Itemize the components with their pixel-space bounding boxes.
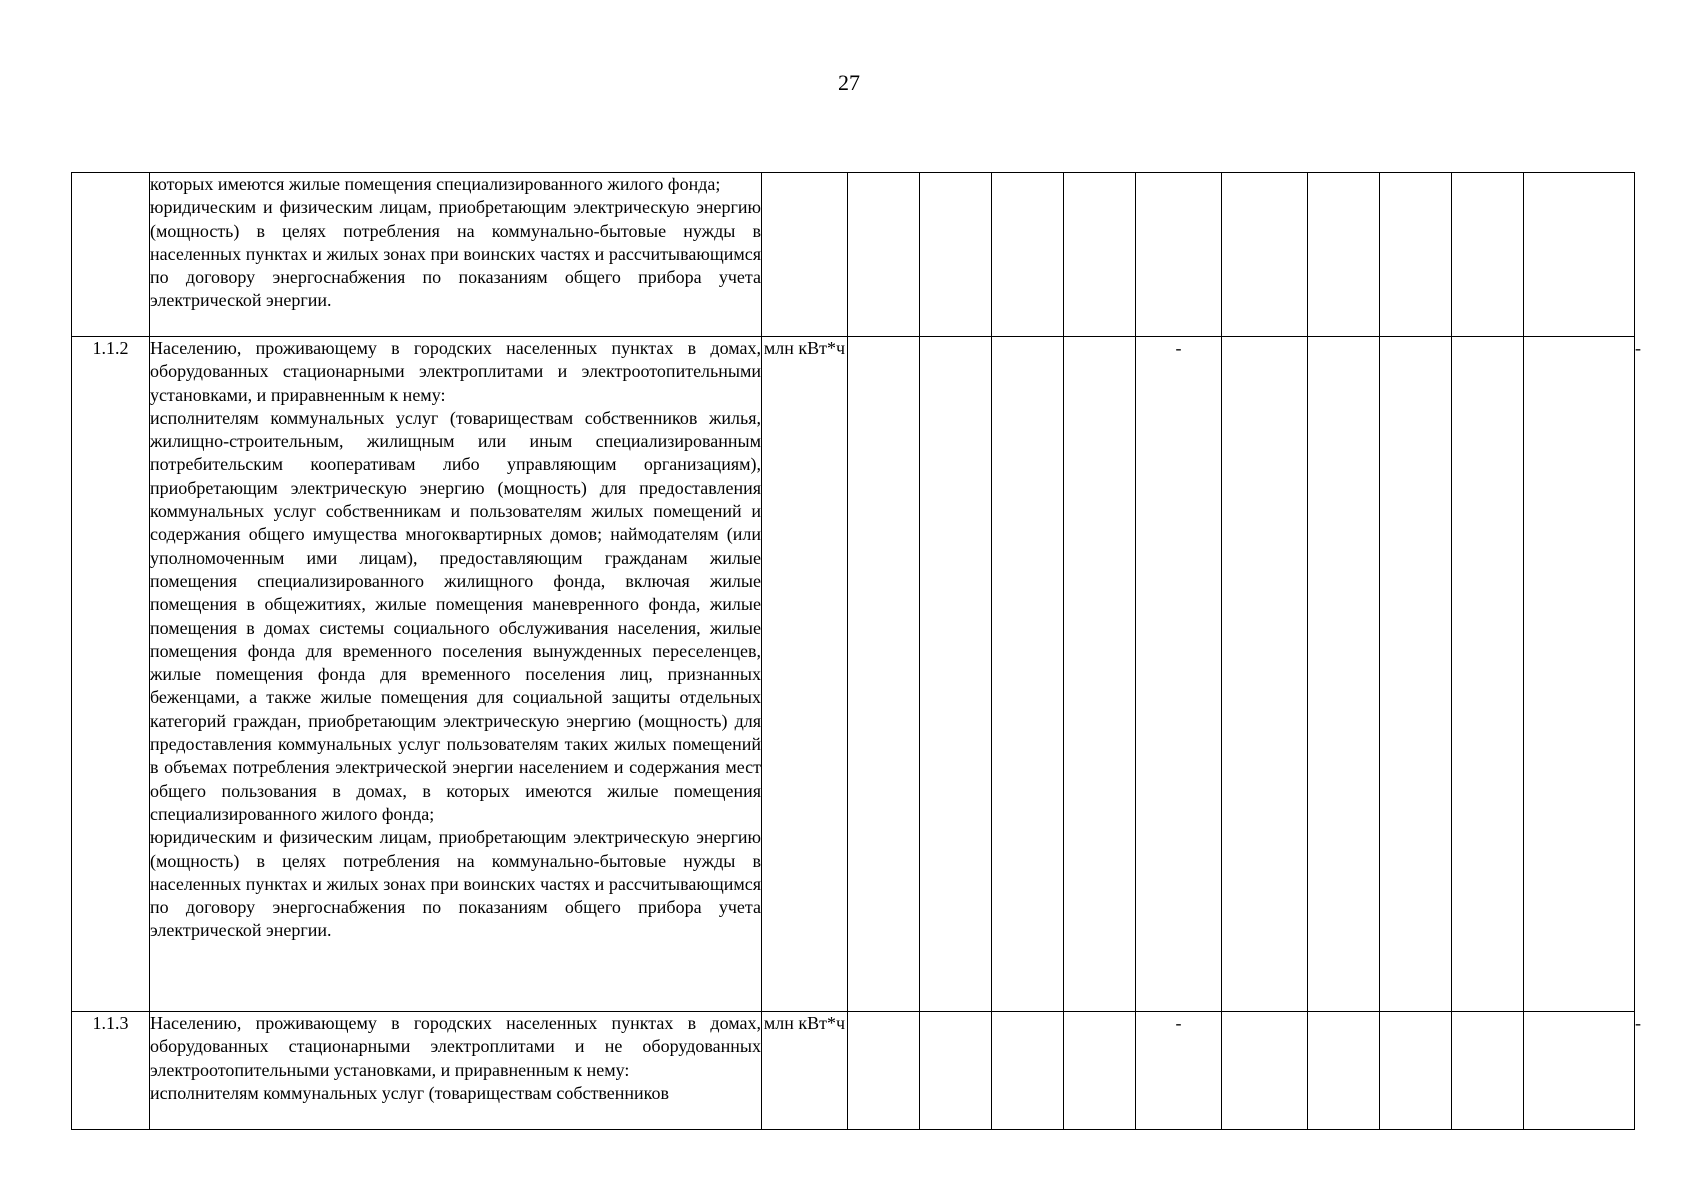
value-cell <box>1380 173 1452 337</box>
value-cell <box>848 1012 920 1130</box>
value-cell <box>1308 173 1380 337</box>
value-cell <box>1136 173 1222 337</box>
value-cell: - <box>1136 1012 1222 1130</box>
value-cell <box>848 337 920 1012</box>
value-cell <box>1222 337 1308 1012</box>
row-number <box>72 173 150 337</box>
tariff-table <box>71 172 1641 1130</box>
value-cell <box>1222 1012 1308 1130</box>
table-row: 1.1.3 Населению, проживающему в городских населенных пунктах в домах, оборудованных стационарными электроплитами и не оборудованных электроотопительными установками, и приравненным к нему: исполнителям коммунальных услуг (товариществам собственников млн кВт*ч - - <box>72 1012 1635 1130</box>
row-description <box>150 337 762 1012</box>
row-unit <box>762 173 848 337</box>
value-cell <box>1380 337 1452 1012</box>
description-paragraph: юридическим и физическим лицам, приобретающим электрическую энергию (мощность) в целях потребления на коммунально-бытовые нужды в населенных пунктах и жилых зонах при воинских частях и рассчитывающимся по договору энергоснабжения по показаниям общего прибора учета электрической энергии. <box>150 827 761 941</box>
table-row: 1.1.2 Населению, проживающему в городских населенных пунктах в домах, оборудованных стационарными электроплитами и электроотопительными установками, и приравненным к нему: исполнителям коммунальных услуг (товариществам собственников жилья, жилищно-строительным, жилищным или иным специализированным потребительским кооперативам либо управляющим организациям), приобретающим электрическую энергию (мощность) для предоставления коммунальных услуг собственникам и пользователям жилых помещений и содержания общего имущества многоквартирных домов; наймодателям (или уполномоченным ими лицам), предоставляющим гражданам жилые помещения специализированного жилищного фонда, включая жилые помещения в общежитиях, жилые помещения маневренного фонда, жилые помещения в домах системы социального обслуживания населения, жилые помещения фонда для временного поселения вынужденных переселенцев, жилые помещения фонда для временного поселения лиц, признанных беженцами, а также жилые помещения для социальной защиты отдельных категорий граждан, приобретающим электрическую энергию (мощность) для предоставления коммунальных услуг пользователям таких жилых помещений в объемах потребления электрической энергии населением и содержания мест общего пользования в домах, в которых имеются жилые помещения специализированного жилого фонда; юридическим и физическим лицам, приобретающим электрическую энергию (мощность) в целях потребления на коммунально-бытовые нужды в населенных пунктах и жилых зонах при воинских частях и рассчитывающимся по договору энергоснабжения по показаниям общего прибора учета электрической энергии. млн кВт*ч - - <box>72 337 1635 1012</box>
value-cell <box>1222 173 1308 337</box>
value-cell <box>1308 1012 1380 1130</box>
row-unit: млн кВт*ч <box>762 337 848 1012</box>
description-paragraph: юридическим и физическим лицам, приобретающим электрическую энергию (мощность) в целях потребления на коммунально-бытовые нужды в населенных пунктах и жилых зонах при воинских частях и рассчитывающимся по договору энергоснабжения по показаниям общего прибора учета электрической энергии. <box>150 197 761 311</box>
description-paragraph: Населению, проживающему в городских населенных пунктах в домах, оборудованных стационарными электроплитами и электроотопительными установками, и приравненным к нему: <box>150 338 761 405</box>
value-cell <box>1064 337 1136 1012</box>
row-description <box>150 173 762 337</box>
description-paragraph: которых имеются жилые помещения специализированного жилого фонда; <box>150 174 721 194</box>
page-number: 27 <box>838 70 860 95</box>
value-cell <box>1452 337 1524 1012</box>
row-number: 1.1.2 <box>72 337 150 1012</box>
value-cell <box>920 337 992 1012</box>
value-cell <box>992 1012 1064 1130</box>
value-cell <box>992 337 1064 1012</box>
description-paragraph: Населению, проживающему в городских населенных пунктах в домах, оборудованных стационарными электроплитами и не оборудованных электроотопительными установками, и приравненным к нему: <box>150 1013 761 1080</box>
value-cell <box>1524 173 1635 337</box>
value-cell <box>1308 337 1380 1012</box>
row-description <box>150 1012 762 1130</box>
value-cell <box>920 173 992 337</box>
value-cell <box>1452 173 1524 337</box>
value-cell: - <box>1136 337 1222 1012</box>
value-cell <box>1452 1012 1524 1130</box>
value-cell <box>1064 1012 1136 1130</box>
value-cell <box>1380 1012 1452 1130</box>
value-cell <box>1064 173 1136 337</box>
row-unit: млн кВт*ч <box>762 1012 848 1130</box>
value-cell <box>1524 1012 1635 1130</box>
description-paragraph: исполнителям коммунальных услуг (товариществам собственников жилья, жилищно-строительным, жилищным или иным специализированным потребительским кооперативам либо управляющим организациям), приобретающим электрическую энергию (мощность) для предоставления коммунальных услуг собственникам и пользователям жилых помещений и содержания общего имущества многоквартирных домов; наймодателям (или уполномоченным ими лицам), предоставляющим гражданам жилые помещения специализированного жилищного фонда, включая жилые помещения в общежитиях, жилые помещения маневренного фонда, жилые помещения в домах системы социального обслуживания населения, жилые помещения фонда для временного поселения вынужденных переселенцев, жилые помещения фонда для временного поселения лиц, признанных беженцами, а также жилые помещения для социальной защиты отдельных категорий граждан, приобретающим электрическую энергию (мощность) для предоставления коммунальных услуг пользователям таких жилых помещений в объемах потребления электрической энергии населением и содержания мест общего пользования в домах, в которых имеются жилые помещения специализированного жилого фонда; <box>150 407 761 824</box>
value-cell <box>920 1012 992 1130</box>
table-row <box>72 173 1635 337</box>
value-cell <box>992 173 1064 337</box>
value-cell <box>848 173 920 337</box>
description-paragraph: исполнителям коммунальных услуг (товариществам собственников <box>150 1082 670 1103</box>
row-number: 1.1.3 <box>72 1012 150 1130</box>
value-cell <box>1524 337 1635 1012</box>
